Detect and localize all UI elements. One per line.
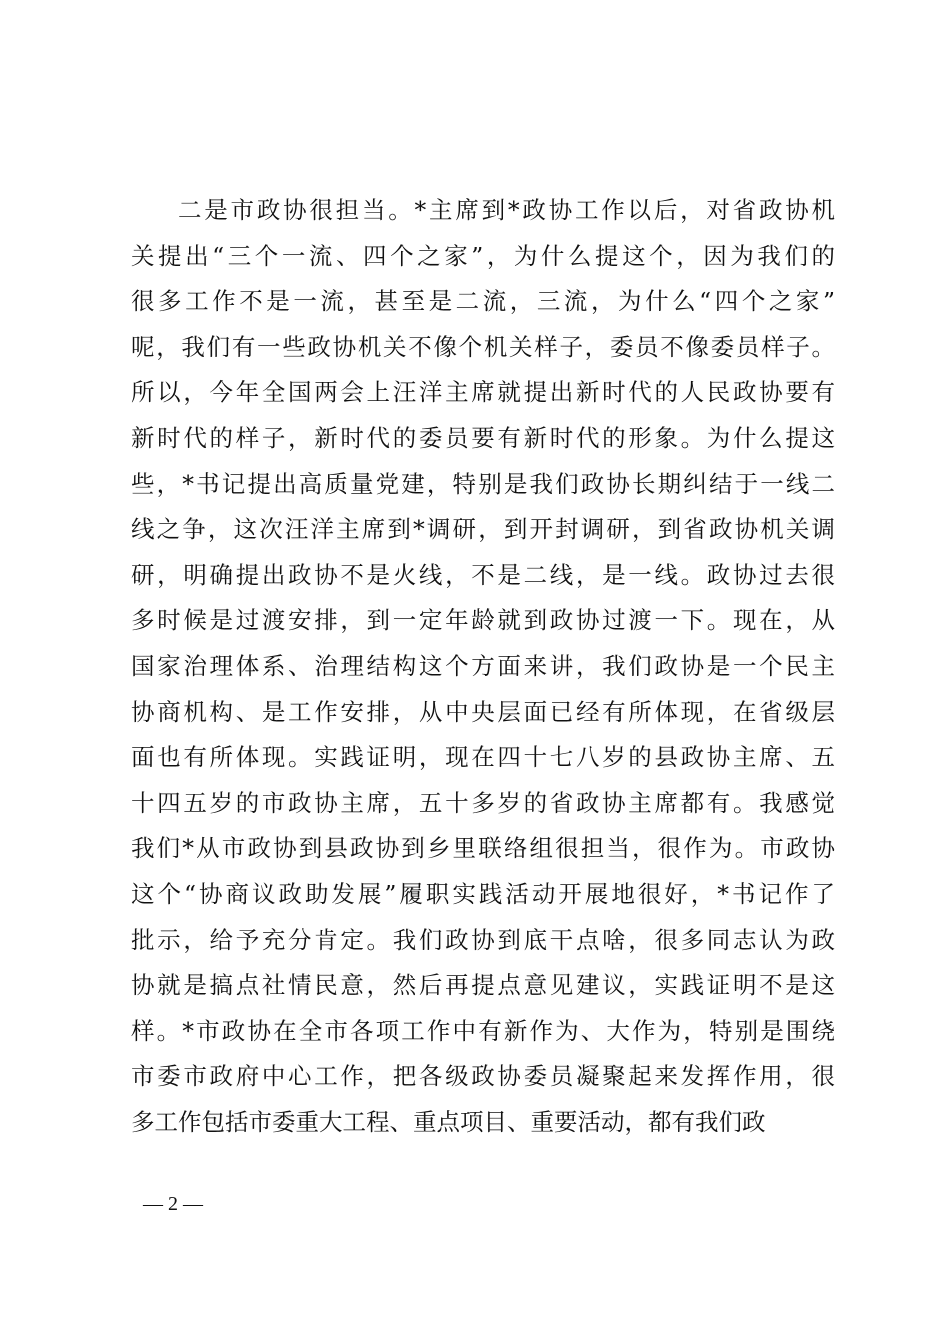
text-line: 我们*从市政协到县政协到乡里联络组很担当，很作为。市政协 <box>131 834 835 863</box>
text-line: 国家治理体系、治理结构这个方面来讲，我们政协是一个民主 <box>131 651 835 680</box>
text-line: 样。*市政协在全市各项工作中有新作为、大作为，特别是围绕 <box>131 1016 835 1045</box>
text-line: 线之争，这次汪洋主席到*调研，到开封调研，到省政协机关调 <box>131 515 835 544</box>
page-number: — 2 — <box>143 1193 203 1215</box>
text-line: 呢，我们有一些政协机关不像个机关样子，委员不像委员样子。 <box>131 332 835 361</box>
text-line: 市委市政府中心工作，把各级政协委员凝聚起来发挥作用，很 <box>131 1062 835 1091</box>
text-line: 十四五岁的市政协主席，五十多岁的省政协主席都有。我感觉 <box>131 788 835 817</box>
text-line: 新时代的样子，新时代的委员要有新时代的形象。为什么提这 <box>131 423 835 452</box>
text-line: 些，*书记提出高质量党建，特别是我们政协长期纠结于一线二 <box>131 469 835 498</box>
text-line: 批示，给予充分肯定。我们政协到底干点啥，很多同志认为政 <box>131 925 835 954</box>
text-line: 关提出“三个一流、四个之家”，为什么提这个，因为我们的 <box>131 241 835 270</box>
text-line: 面也有所体现。实践证明，现在四十七八岁的县政协主席、五 <box>131 743 835 772</box>
text-line: 所以，今年全国两会上汪洋主席就提出新时代的人民政协要有 <box>131 378 835 407</box>
text-line: 多工作包括市委重大工程、重点项目、重要活动，都有我们政 <box>131 1107 766 1136</box>
text-line: 协就是搞点社情民意，然后再提点意见建议，实践证明不是这 <box>131 971 835 1000</box>
text-line: 研，明确提出政协不是火线，不是二线，是一线。政协过去很 <box>131 560 835 589</box>
body-paragraph <box>131 188 835 1145</box>
text-line: 二是市政协很担当。*主席到*政协工作以后，对省政协机 <box>178 196 835 224</box>
text-line: 多时候是过渡安排，到一定年龄就到政协过渡一下。现在，从 <box>131 606 835 635</box>
text-line: 协商机构、是工作安排，从中央层面已经有所体现，在省级层 <box>131 697 835 726</box>
text-line: 很多工作不是一流，甚至是二流，三流，为什么“四个之家” <box>131 287 835 316</box>
text-line: 这个“协商议政助发展”履职实践活动开展地很好，*书记作了 <box>131 879 835 908</box>
